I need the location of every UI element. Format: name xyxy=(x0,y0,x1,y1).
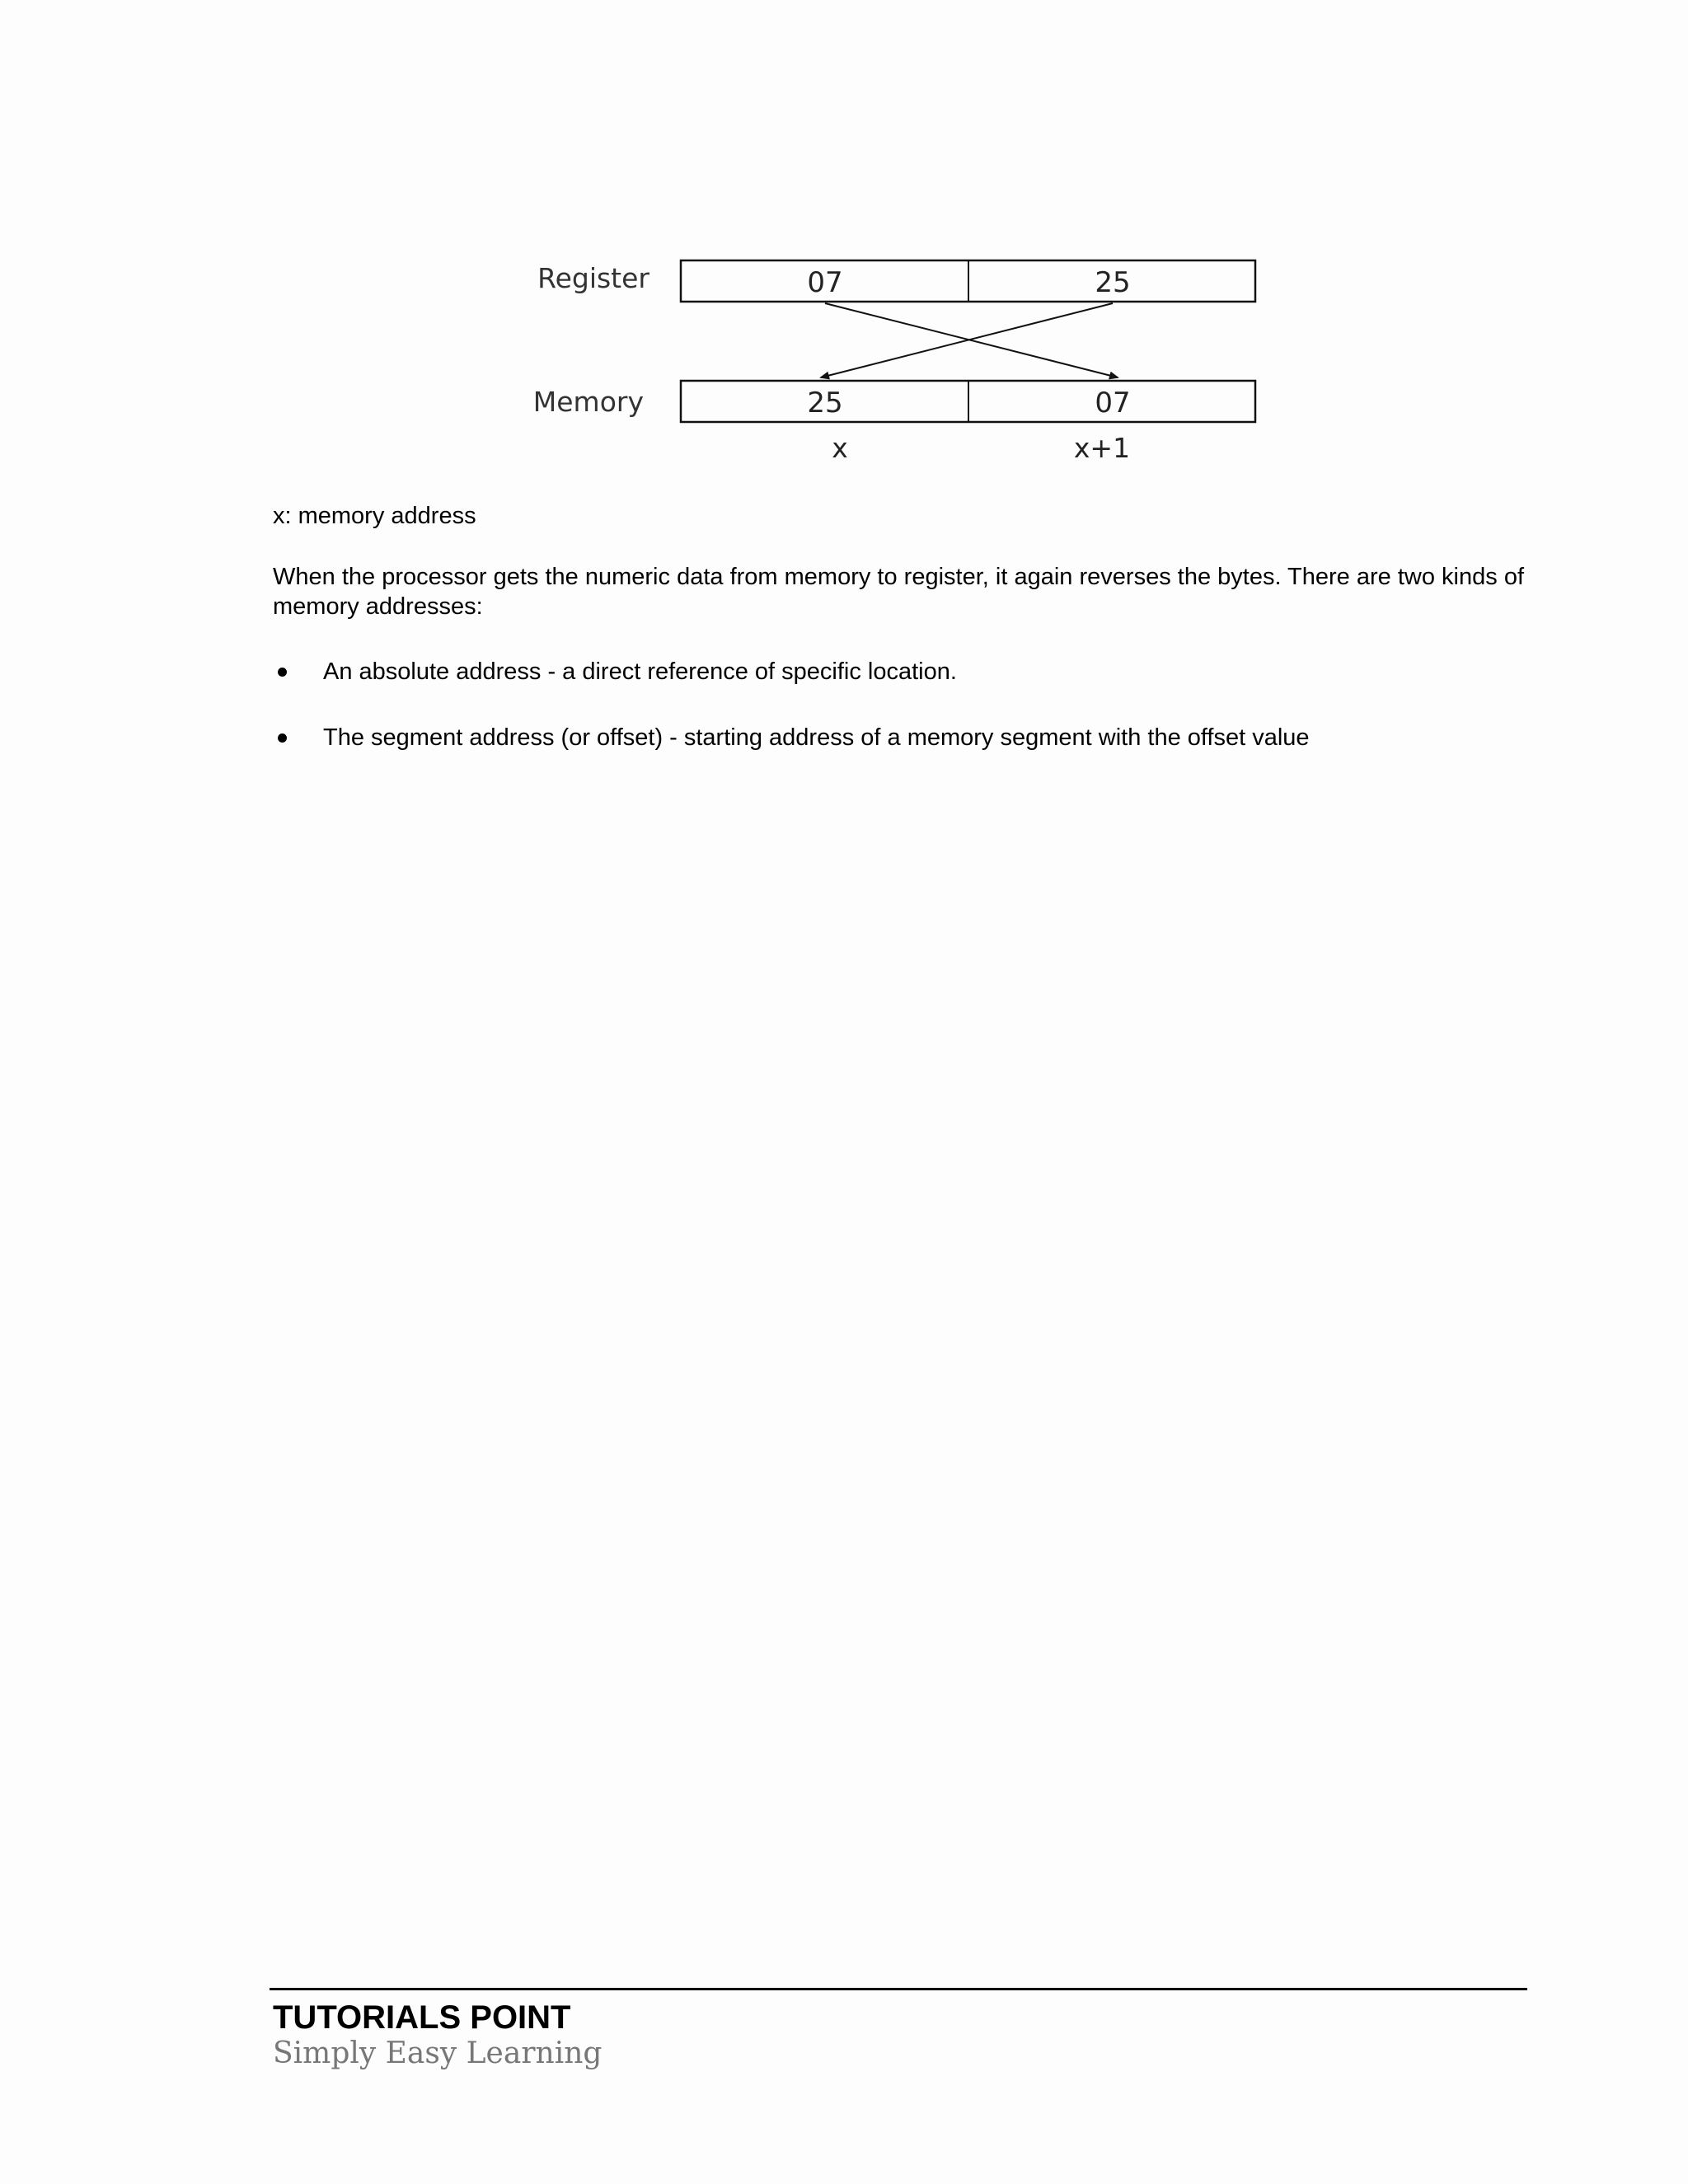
address-types-list xyxy=(273,657,1524,789)
footer-tagline: Simply Easy Learning xyxy=(273,2036,603,2070)
memory-cell-0: 25 xyxy=(807,387,843,419)
address-label-x: x xyxy=(832,432,848,464)
address-label-x-plus-1: x+1 xyxy=(1073,432,1131,464)
footer-divider xyxy=(270,1988,1527,1990)
list-item-text: An absolute address - a direct reference of specific location. xyxy=(323,658,957,685)
memory-cell-1: 07 xyxy=(1095,387,1131,419)
register-cell-1: 25 xyxy=(1095,266,1131,299)
list-item xyxy=(273,723,1524,752)
arrow-register-25-to-memory xyxy=(821,303,1113,377)
byte-order-diagram xyxy=(0,0,1688,494)
body-paragraph: When the processor gets the numeric data from memory to register, it again reverses the bytes. There are two kinds of memory addresses: xyxy=(273,564,1524,620)
arrow-register-07-to-memory xyxy=(825,303,1118,377)
bullet-icon xyxy=(278,733,287,743)
list-item xyxy=(273,657,1524,687)
bullet-icon xyxy=(278,668,287,677)
register-label: Register xyxy=(537,262,649,294)
footer-brand: TUTORIALS POINT xyxy=(273,1999,571,2036)
diagram-caption: x: memory address xyxy=(273,503,476,529)
memory-label: Memory xyxy=(532,386,644,418)
register-cell-0: 07 xyxy=(807,266,843,299)
list-item-text: The segment address (or offset) - starting address of a memory segment with the offset value xyxy=(323,724,1310,751)
